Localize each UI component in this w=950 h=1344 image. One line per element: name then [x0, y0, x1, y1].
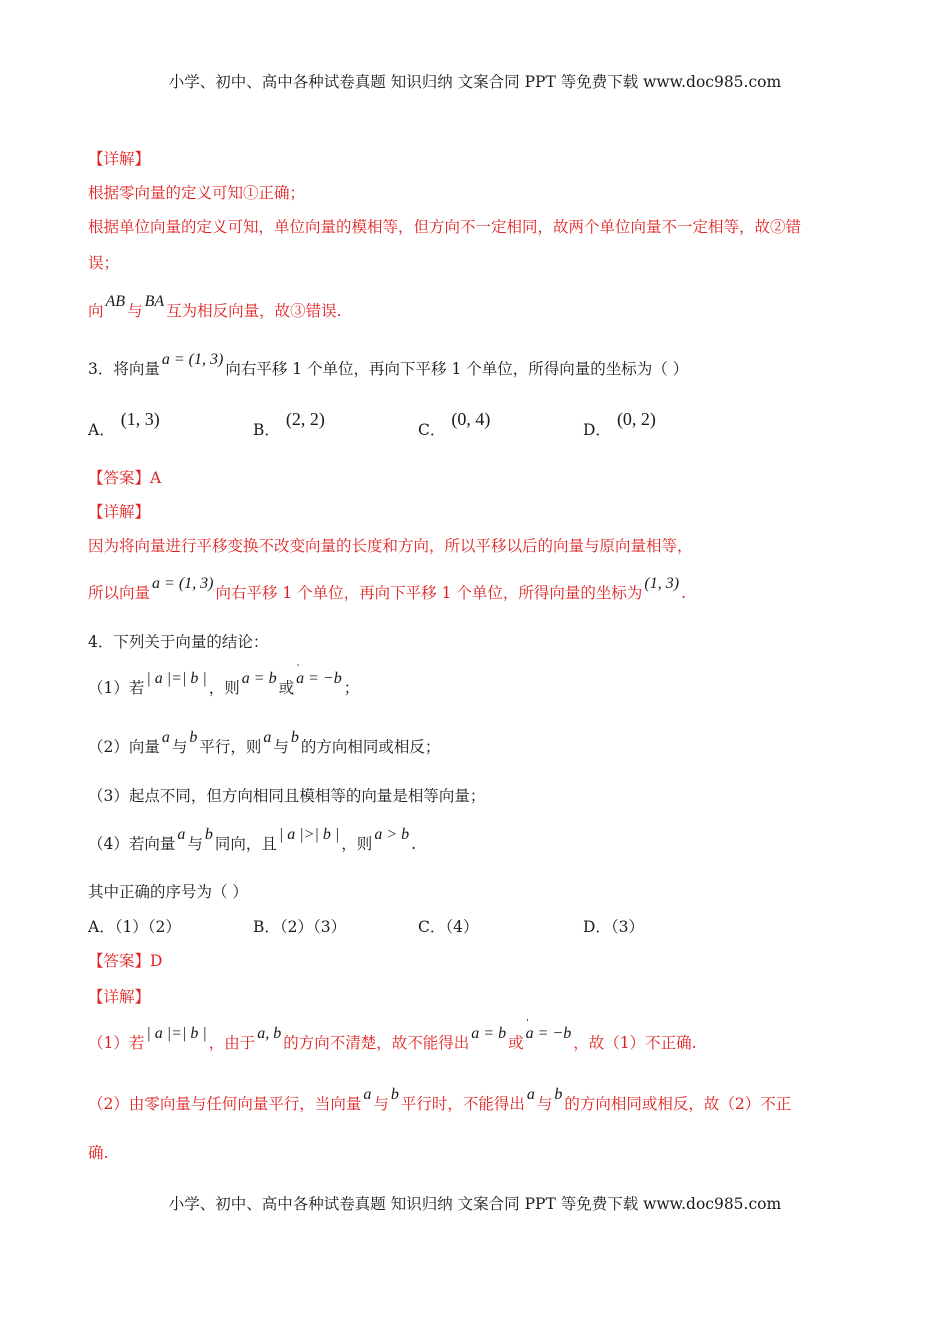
text: .: [411, 835, 417, 853]
text: 与: [536, 1095, 553, 1113]
detail-line: [88, 1086, 792, 1116]
text: （2）由零向量与任何向量平行，当向量: [88, 1095, 362, 1113]
text: 与: [373, 1095, 389, 1113]
option-label: C．: [418, 421, 446, 439]
answer: 【答案】D: [88, 952, 163, 970]
detail-label: 【详解】: [88, 503, 151, 521]
statement-4: [88, 826, 417, 856]
math: ' a = −b: [526, 1023, 572, 1045]
text: （4）若向量: [88, 835, 176, 853]
text: ，则: [208, 679, 240, 697]
text: （1）若: [88, 679, 145, 697]
option-a: [88, 409, 160, 440]
text: 向右平移 1 个单位，再向下平移 1 个单位，所得向量的坐标为: [215, 584, 643, 602]
text: 平行时，不能得出: [400, 1095, 525, 1113]
math: BA: [144, 293, 165, 310]
text: 所以向量: [88, 584, 151, 602]
detail-line: 根据零向量的定义可知①正确；: [88, 184, 306, 202]
text: 互为相反向量，故③错误.: [166, 302, 342, 320]
math: (1, 3): [644, 575, 680, 592]
text: 的方向相同或相反，故（2）不正: [564, 1095, 792, 1113]
math: b: [554, 1086, 563, 1103]
option-a: A．（1）（2）: [88, 918, 181, 936]
text: .: [681, 584, 686, 602]
text: 或: [508, 1034, 524, 1052]
option-b: [253, 409, 325, 440]
statement-2: [88, 729, 441, 759]
text: 同向，且: [214, 835, 277, 853]
text: 与: [127, 302, 143, 320]
math: a, b: [257, 1025, 282, 1042]
math: (0, 2): [616, 409, 656, 429]
text: 3．将向量: [88, 360, 160, 378]
option-c: [418, 409, 491, 440]
math: b: [189, 729, 198, 746]
text: ，由于: [208, 1034, 256, 1052]
option-label: D．: [583, 421, 611, 439]
detail-line: 误；: [88, 254, 120, 272]
math: b: [290, 729, 299, 746]
detail-line: 根据单位向量的定义可知，单位向量的模相等，但方向不一定相同，故两个单位向量不一定相等，故②错: [88, 218, 802, 236]
text: 与: [273, 738, 289, 756]
math: a: [263, 729, 272, 746]
math: (2, 2): [285, 409, 325, 429]
math: a = (1, 3): [161, 351, 224, 368]
math: ' a = −b: [296, 668, 342, 690]
answer: 【答案】A: [88, 469, 162, 487]
math: a: [161, 729, 170, 746]
option-d: D．（3）: [583, 918, 645, 936]
question-3: [88, 351, 689, 381]
page-footer: 小学、初中、高中各种试卷真题 知识归纳 文案合同 PPT 等免费下载 www.doc985.com: [168, 1195, 782, 1213]
text: 或: [278, 679, 295, 697]
text: ，则: [341, 835, 373, 853]
page-header: 小学、初中、高中各种试卷真题 知识归纳 文案合同 PPT 等免费下载 www.doc985.com: [168, 73, 782, 91]
question-4-prompt: 其中正确的序号为（ ）: [88, 883, 248, 901]
math: | a |=| b |: [146, 1025, 207, 1042]
text: 的方向不清楚，故不能得出: [283, 1034, 470, 1052]
math: | a |=| b |: [146, 670, 207, 687]
math: AB: [105, 293, 126, 310]
detail-line: [88, 1025, 697, 1055]
text: 与: [171, 738, 188, 756]
detail-line: [88, 575, 686, 605]
text: （2）向量: [88, 738, 160, 756]
math: (1, 3): [120, 409, 160, 429]
text: ；: [343, 679, 360, 697]
math: a: [363, 1086, 372, 1103]
detail-label: 【详解】: [88, 988, 151, 1006]
statement-3: （3）起点不同，但方向相同且模相等的向量是相等向量；: [88, 787, 486, 805]
detail-line: [88, 293, 342, 323]
option-d: [583, 409, 656, 440]
detail-label: 【详解】: [88, 150, 151, 168]
text: 向: [88, 302, 104, 320]
option-b: B．（2）（3）: [253, 918, 347, 936]
option-c: C．（4）: [418, 918, 479, 936]
detail-line: 确.: [88, 1144, 109, 1162]
text: 平行，则: [199, 738, 262, 756]
text: ，故（1）不正确.: [573, 1034, 697, 1052]
math: (0, 4): [451, 409, 491, 429]
math: a > b: [374, 826, 410, 843]
math: a = b: [471, 1025, 507, 1042]
statement-1: [88, 670, 360, 700]
text: 的方向相同或相反；: [300, 738, 441, 756]
text: （1）若: [88, 1034, 145, 1052]
option-label: B．: [253, 421, 280, 439]
detail-line: 因为将向量进行平移变换不改变向量的长度和方向，所以平移以后的向量与原向量相等，: [88, 537, 693, 555]
text: 向右平移 1 个单位，再向下平移 1 个单位，所得向量的坐标为（ ）: [225, 360, 689, 378]
text: 与: [187, 835, 203, 853]
math: a = (1, 3): [152, 575, 214, 592]
math: b: [204, 826, 213, 843]
math: b: [390, 1086, 399, 1103]
question-4-title: 4．下列关于向量的结论：: [88, 633, 269, 651]
math: a: [526, 1086, 535, 1103]
math: | a |>| b |: [278, 826, 340, 843]
math: a = b: [241, 670, 277, 687]
math: a: [177, 826, 186, 843]
option-label: A．: [88, 421, 115, 439]
